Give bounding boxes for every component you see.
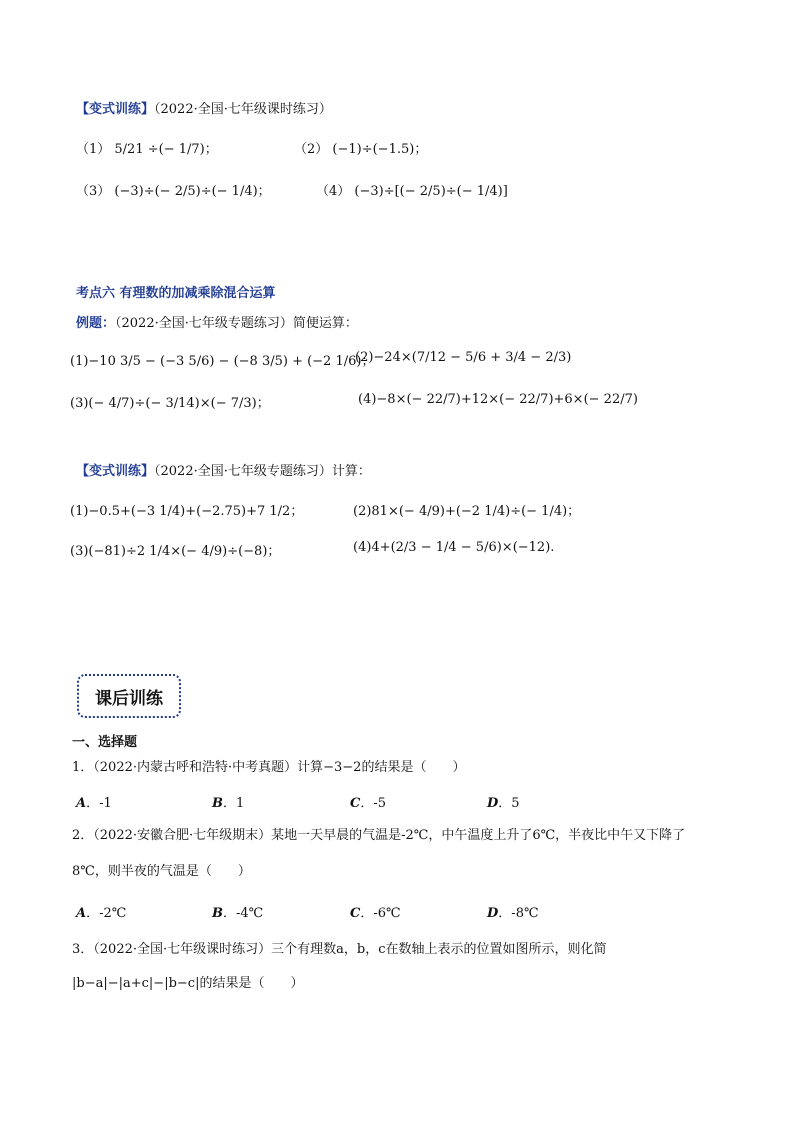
variant-training-source: （2022·全国·七年级课时练习） <box>154 102 332 117</box>
variant-item-2: (2)81×(− 4/9)+(−2 1/4)÷(− 1/4)； <box>353 504 581 519</box>
q1-option-b: B．1 <box>212 796 245 811</box>
variant-training-source-2: （2022·全国·七年级专题练习）计算： <box>154 464 371 479</box>
variant-item-3: (3)(−81)÷2 1/4×(− 4/9)÷(−8)； <box>70 544 281 559</box>
exercise-2: （2） (−1)÷(−1.5)； <box>294 142 428 157</box>
variant-training-tag-2: 【变式训练】 <box>76 464 155 479</box>
example-item-1: (1)−10 3/5 − (−3 5/6) − (−8 3/5) + (−2 1/6)； <box>70 354 375 369</box>
homework-title-box <box>77 674 181 718</box>
q2-option-c: C．-6℃ <box>350 906 401 921</box>
question-2-line-1: 2．（2022·安徽合肥·七年级期末）某地一天早晨的气温是-2℃，中午温度上升了6℃，半夜比中午又下降了 <box>72 828 686 843</box>
exercise-1: （1） 5/21 ÷(− 1/7)； <box>76 142 218 157</box>
variant-training-heading-1 <box>76 100 332 120</box>
variant-training-tag: 【变式训练】 <box>76 102 155 117</box>
question-3-line-1: 3．（2022·全国·七年级课时练习）三个有理数a，b，c在数轴上表示的位置如图所示，则化简 <box>72 942 607 957</box>
section-choice-questions: 一、选择题 <box>72 735 138 750</box>
exercise-3: （3） (−3)÷(− 2/5)÷(− 1/4)； <box>76 184 271 199</box>
example-item-4: (4)−8×(− 22/7)+12×(− 22/7)+6×(− 22/7) <box>358 392 638 407</box>
section-title-topic-6: 考点六 有理数的加减乘除混合运算 <box>76 286 276 301</box>
q1-option-a: A．-1 <box>76 796 112 811</box>
example-label: 例题： <box>76 316 116 331</box>
exercise-4: （4） (−3)÷[(− 2/5)÷(− 1/4)] <box>316 184 508 199</box>
example-item-2: (2)−24×(7/12 − 5/6 + 3/4 − 2/3) <box>355 350 572 365</box>
example-item-3: (3)(− 4/7)÷(− 3/14)×(− 7/3)； <box>70 396 270 411</box>
variant-training-heading-2 <box>76 462 371 482</box>
q2-option-a: A．-2℃ <box>76 906 127 921</box>
variant-item-1: (1)−0.5+(−3 1/4)+(−2.75)+7 1/2； <box>70 504 304 519</box>
q2-option-d: D．-8℃ <box>487 906 539 921</box>
example-heading <box>76 314 358 334</box>
question-1: 1．（2022·内蒙古呼和浩特·中考真题）计算−3−2的结果是（ ） <box>72 760 466 775</box>
question-2-line-2: 8℃，则半夜的气温是（ ） <box>72 864 251 879</box>
q1-option-c: C．-5 <box>350 796 387 811</box>
q1-option-d: D．5 <box>487 796 520 811</box>
variant-item-4: (4)4+(2/3 − 1/4 − 5/6)×(−12). <box>353 540 555 555</box>
example-source: （2022·全国·七年级专题练习）简便运算： <box>115 316 358 331</box>
homework-title: 课后训练 <box>95 688 163 709</box>
question-3-line-2: |b−a|−|a+c|−|b−c|的结果是（ ） <box>72 976 304 991</box>
q2-option-b: B．-4℃ <box>212 906 264 921</box>
